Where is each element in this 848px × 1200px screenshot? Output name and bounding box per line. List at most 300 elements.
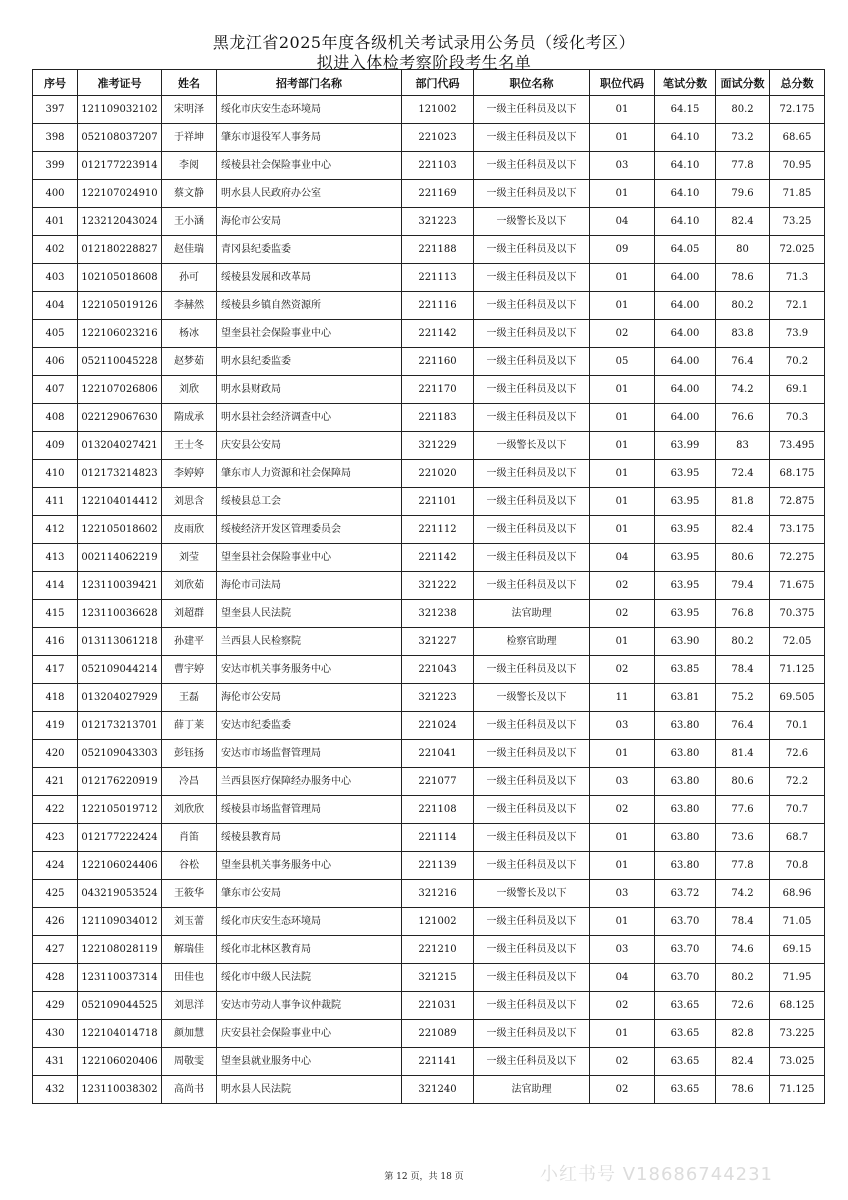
document-subtitle: 拟进入体检考察阶段考生名单 (316, 53, 532, 72)
col-position-code-cell: 04 (590, 208, 655, 236)
col-position-code-cell: 02 (590, 600, 655, 628)
col-exam-id-cell: 121109032102 (78, 96, 162, 124)
col-index-cell: 409 (33, 432, 78, 460)
col-dept-code-cell: 221142 (402, 544, 474, 572)
document-title: 黑龙江省2025年度各级机关考试录用公务员（绥化考区） (212, 33, 636, 52)
col-index-cell: 408 (33, 404, 78, 432)
col-index-cell: 432 (33, 1076, 78, 1104)
col-name-cell: 赵梦茹 (162, 348, 217, 376)
col-exam-id-cell: 122105019126 (78, 292, 162, 320)
col-exam-id-cell: 012173213701 (78, 712, 162, 740)
table-row (33, 1076, 825, 1104)
header-exam-id: 准考证号 (78, 70, 162, 96)
col-written-score-cell: 63.95 (655, 488, 716, 516)
col-dept-code-cell: 221043 (402, 656, 474, 684)
col-exam-id-cell: 122108028119 (78, 936, 162, 964)
col-department-cell: 海伦市公安局 (217, 684, 402, 712)
table-row (33, 292, 825, 320)
table-row (33, 992, 825, 1020)
col-department-cell: 安达市纪委监委 (217, 712, 402, 740)
col-dept-code-cell: 321215 (402, 964, 474, 992)
col-position-cell: 一级主任科员及以下 (474, 460, 590, 488)
col-name-cell: 解瑞佳 (162, 936, 217, 964)
col-index-cell: 416 (33, 628, 78, 656)
col-index-cell: 411 (33, 488, 78, 516)
col-exam-id-cell: 102105018608 (78, 264, 162, 292)
col-department-cell: 庆安县社会保险事业中心 (217, 1020, 402, 1048)
col-index-cell: 413 (33, 544, 78, 572)
col-total-score-cell: 72.275 (770, 544, 825, 572)
header-total-score: 总分数 (770, 70, 825, 96)
col-position-cell: 一级主任科员及以下 (474, 1048, 590, 1076)
col-name-cell: 高尚书 (162, 1076, 217, 1104)
col-total-score-cell: 71.85 (770, 180, 825, 208)
col-total-score-cell: 68.96 (770, 880, 825, 908)
col-interview-score-cell: 77.8 (716, 852, 770, 880)
col-position-code-cell: 04 (590, 544, 655, 572)
col-dept-code-cell: 221188 (402, 236, 474, 264)
col-department-cell: 绥棱县发展和改革局 (217, 264, 402, 292)
table-row (33, 320, 825, 348)
col-department-cell: 明水县财政局 (217, 376, 402, 404)
header-position: 职位名称 (474, 70, 590, 96)
col-written-score-cell: 64.00 (655, 376, 716, 404)
col-interview-score-cell: 82.8 (716, 1020, 770, 1048)
col-position-code-cell: 01 (590, 516, 655, 544)
col-total-score-cell: 72.6 (770, 740, 825, 768)
col-position-cell: 一级主任科员及以下 (474, 320, 590, 348)
col-written-score-cell: 63.70 (655, 908, 716, 936)
col-total-score-cell: 73.9 (770, 320, 825, 348)
col-position-code-cell: 03 (590, 712, 655, 740)
col-total-score-cell: 73.225 (770, 1020, 825, 1048)
col-position-code-cell: 05 (590, 348, 655, 376)
col-position-code-cell: 02 (590, 1048, 655, 1076)
col-written-score-cell: 64.05 (655, 236, 716, 264)
col-interview-score-cell: 80 (716, 236, 770, 264)
table-row (33, 460, 825, 488)
col-interview-score-cell: 78.4 (716, 656, 770, 684)
col-department-cell: 望奎县社会保险事业中心 (217, 320, 402, 348)
col-position-code-cell: 03 (590, 936, 655, 964)
col-written-score-cell: 63.85 (655, 656, 716, 684)
col-interview-score-cell: 79.4 (716, 572, 770, 600)
col-interview-score-cell: 82.4 (716, 1048, 770, 1076)
col-position-cell: 一级警长及以下 (474, 684, 590, 712)
col-dept-code-cell: 221142 (402, 320, 474, 348)
col-name-cell: 曹宇婷 (162, 656, 217, 684)
col-dept-code-cell: 321227 (402, 628, 474, 656)
col-position-cell: 一级主任科员及以下 (474, 152, 590, 180)
col-written-score-cell: 64.00 (655, 292, 716, 320)
col-index-cell: 424 (33, 852, 78, 880)
col-position-code-cell: 01 (590, 488, 655, 516)
col-department-cell: 绥化市庆安生态环境局 (217, 96, 402, 124)
col-written-score-cell: 63.70 (655, 964, 716, 992)
col-department-cell: 海伦市公安局 (217, 208, 402, 236)
col-interview-score-cell: 72.6 (716, 992, 770, 1020)
col-total-score-cell: 71.3 (770, 264, 825, 292)
col-name-cell: 田佳也 (162, 964, 217, 992)
col-interview-score-cell: 80.2 (716, 964, 770, 992)
col-written-score-cell: 63.65 (655, 1048, 716, 1076)
col-position-code-cell: 01 (590, 908, 655, 936)
table-row (33, 768, 825, 796)
col-index-cell: 423 (33, 824, 78, 852)
col-index-cell: 431 (33, 1048, 78, 1076)
col-name-cell: 杨冰 (162, 320, 217, 348)
col-dept-code-cell: 221170 (402, 376, 474, 404)
col-dept-code-cell: 221116 (402, 292, 474, 320)
col-position-code-cell: 02 (590, 656, 655, 684)
table-row (33, 516, 825, 544)
col-position-code-cell: 01 (590, 124, 655, 152)
col-name-cell: 刘思含 (162, 488, 217, 516)
col-index-cell: 403 (33, 264, 78, 292)
col-position-cell: 一级主任科员及以下 (474, 264, 590, 292)
col-exam-id-cell: 052109044525 (78, 992, 162, 1020)
col-name-cell: 王小涵 (162, 208, 217, 236)
col-position-code-cell: 01 (590, 264, 655, 292)
col-interview-score-cell: 81.4 (716, 740, 770, 768)
col-written-score-cell: 63.65 (655, 1020, 716, 1048)
col-position-cell: 一级主任科员及以下 (474, 824, 590, 852)
col-index-cell: 399 (33, 152, 78, 180)
col-name-cell: 蔡文静 (162, 180, 217, 208)
col-dept-code-cell: 221041 (402, 740, 474, 768)
col-department-cell: 绥棱经济开发区管理委员会 (217, 516, 402, 544)
col-dept-code-cell: 221169 (402, 180, 474, 208)
col-position-cell: 一级主任科员及以下 (474, 796, 590, 824)
col-department-cell: 庆安县公安局 (217, 432, 402, 460)
col-name-cell: 李阅 (162, 152, 217, 180)
col-index-cell: 410 (33, 460, 78, 488)
col-written-score-cell: 63.80 (655, 768, 716, 796)
col-position-code-cell: 03 (590, 152, 655, 180)
col-index-cell: 404 (33, 292, 78, 320)
col-name-cell: 谷松 (162, 852, 217, 880)
col-interview-score-cell: 80.6 (716, 544, 770, 572)
col-interview-score-cell: 74.2 (716, 880, 770, 908)
watermark: 小红书号 V18686744231 (540, 1164, 774, 1185)
table-row (33, 1048, 825, 1076)
col-dept-code-cell: 221183 (402, 404, 474, 432)
col-interview-score-cell: 76.6 (716, 404, 770, 432)
col-name-cell: 刘玉蕾 (162, 908, 217, 936)
col-position-code-cell: 03 (590, 768, 655, 796)
col-dept-code-cell: 321238 (402, 600, 474, 628)
col-position-code-cell: 01 (590, 628, 655, 656)
col-department-cell: 绥棱县社会保险事业中心 (217, 152, 402, 180)
col-total-score-cell: 70.7 (770, 796, 825, 824)
col-name-cell: 王磊 (162, 684, 217, 712)
col-total-score-cell: 72.05 (770, 628, 825, 656)
col-dept-code-cell: 221020 (402, 460, 474, 488)
col-department-cell: 海伦市司法局 (217, 572, 402, 600)
col-position-cell: 一级主任科员及以下 (474, 740, 590, 768)
col-index-cell: 421 (33, 768, 78, 796)
col-total-score-cell: 71.125 (770, 1076, 825, 1104)
col-written-score-cell: 63.65 (655, 992, 716, 1020)
col-total-score-cell: 73.495 (770, 432, 825, 460)
col-dept-code-cell: 221112 (402, 516, 474, 544)
col-written-score-cell: 63.80 (655, 824, 716, 852)
col-index-cell: 419 (33, 712, 78, 740)
col-dept-code-cell: 221141 (402, 1048, 474, 1076)
col-interview-score-cell: 74.6 (716, 936, 770, 964)
col-exam-id-cell: 122107024910 (78, 180, 162, 208)
col-position-code-cell: 11 (590, 684, 655, 712)
col-total-score-cell: 68.65 (770, 124, 825, 152)
col-position-cell: 一级主任科员及以下 (474, 488, 590, 516)
col-department-cell: 绥化市北林区教育局 (217, 936, 402, 964)
table-row (33, 852, 825, 880)
col-department-cell: 明水县社会经济调查中心 (217, 404, 402, 432)
col-interview-score-cell: 78.6 (716, 1076, 770, 1104)
col-exam-id-cell: 123110038302 (78, 1076, 162, 1104)
col-exam-id-cell: 012180228827 (78, 236, 162, 264)
col-department-cell: 肇东市退役军人事务局 (217, 124, 402, 152)
col-total-score-cell: 69.505 (770, 684, 825, 712)
col-name-cell: 王士冬 (162, 432, 217, 460)
table-row (33, 124, 825, 152)
table-row (33, 684, 825, 712)
col-written-score-cell: 63.72 (655, 880, 716, 908)
col-department-cell: 望奎县机关事务服务中心 (217, 852, 402, 880)
col-position-cell: 法官助理 (474, 600, 590, 628)
table-row (33, 572, 825, 600)
table-row (33, 964, 825, 992)
col-written-score-cell: 63.90 (655, 628, 716, 656)
col-interview-score-cell: 73.2 (716, 124, 770, 152)
col-index-cell: 427 (33, 936, 78, 964)
col-dept-code-cell: 321229 (402, 432, 474, 460)
col-position-cell: 检察官助理 (474, 628, 590, 656)
table-row (33, 880, 825, 908)
col-total-score-cell: 71.05 (770, 908, 825, 936)
col-name-cell: 隋成承 (162, 404, 217, 432)
col-written-score-cell: 63.65 (655, 1076, 716, 1104)
col-interview-score-cell: 80.2 (716, 96, 770, 124)
col-position-cell: 一级主任科员及以下 (474, 516, 590, 544)
col-written-score-cell: 64.15 (655, 96, 716, 124)
col-interview-score-cell: 80.6 (716, 768, 770, 796)
col-index-cell: 400 (33, 180, 78, 208)
candidate-table (32, 69, 825, 1104)
col-dept-code-cell: 321216 (402, 880, 474, 908)
col-dept-code-cell: 221210 (402, 936, 474, 964)
col-total-score-cell: 71.125 (770, 656, 825, 684)
table-row (33, 376, 825, 404)
col-exam-id-cell: 052109044214 (78, 656, 162, 684)
col-name-cell: 刘莹 (162, 544, 217, 572)
col-written-score-cell: 64.00 (655, 320, 716, 348)
col-exam-id-cell: 123110037314 (78, 964, 162, 992)
col-written-score-cell: 63.95 (655, 600, 716, 628)
col-dept-code-cell: 221024 (402, 712, 474, 740)
col-interview-score-cell: 78.6 (716, 264, 770, 292)
col-interview-score-cell: 83.8 (716, 320, 770, 348)
col-exam-id-cell: 013204027929 (78, 684, 162, 712)
col-index-cell: 415 (33, 600, 78, 628)
col-index-cell: 429 (33, 992, 78, 1020)
header-position-code: 职位代码 (590, 70, 655, 96)
col-name-cell: 赵佳瑞 (162, 236, 217, 264)
col-position-cell: 一级主任科员及以下 (474, 908, 590, 936)
col-exam-id-cell: 122107026806 (78, 376, 162, 404)
col-interview-score-cell: 80.2 (716, 628, 770, 656)
col-total-score-cell: 68.125 (770, 992, 825, 1020)
col-exam-id-cell: 123110036628 (78, 600, 162, 628)
col-position-code-cell: 01 (590, 180, 655, 208)
col-interview-score-cell: 77.6 (716, 796, 770, 824)
col-position-code-cell: 09 (590, 236, 655, 264)
col-department-cell: 兰西县人民检察院 (217, 628, 402, 656)
col-exam-id-cell: 052109043303 (78, 740, 162, 768)
col-index-cell: 402 (33, 236, 78, 264)
col-position-code-cell: 02 (590, 796, 655, 824)
col-dept-code-cell: 121002 (402, 908, 474, 936)
col-position-cell: 一级主任科员及以下 (474, 1020, 590, 1048)
table-body (33, 96, 825, 1104)
col-exam-id-cell: 052108037207 (78, 124, 162, 152)
table-header-row (33, 70, 825, 96)
col-position-cell: 一级主任科员及以下 (474, 236, 590, 264)
col-name-cell: 宋明泽 (162, 96, 217, 124)
col-interview-score-cell: 72.4 (716, 460, 770, 488)
col-written-score-cell: 64.10 (655, 208, 716, 236)
col-exam-id-cell: 122105019712 (78, 796, 162, 824)
col-position-cell: 一级警长及以下 (474, 880, 590, 908)
col-written-score-cell: 64.00 (655, 348, 716, 376)
col-index-cell: 397 (33, 96, 78, 124)
header-department: 招考部门名称 (217, 70, 402, 96)
table-row (33, 488, 825, 516)
table-row (33, 600, 825, 628)
col-exam-id-cell: 013113061218 (78, 628, 162, 656)
col-exam-id-cell: 002114062219 (78, 544, 162, 572)
table-row (33, 152, 825, 180)
col-department-cell: 望奎县社会保险事业中心 (217, 544, 402, 572)
col-interview-score-cell: 76.4 (716, 712, 770, 740)
col-department-cell: 绥化市中级人民法院 (217, 964, 402, 992)
col-position-cell: 一级主任科员及以下 (474, 964, 590, 992)
table-row (33, 348, 825, 376)
col-total-score-cell: 69.15 (770, 936, 825, 964)
col-department-cell: 绥棱县教育局 (217, 824, 402, 852)
col-interview-score-cell: 76.8 (716, 600, 770, 628)
col-total-score-cell: 70.375 (770, 600, 825, 628)
header-interview-score: 面试分数 (716, 70, 770, 96)
col-exam-id-cell: 123212043024 (78, 208, 162, 236)
col-position-code-cell: 01 (590, 740, 655, 768)
col-interview-score-cell: 82.4 (716, 208, 770, 236)
col-exam-id-cell: 123110039421 (78, 572, 162, 600)
table-row (33, 236, 825, 264)
col-dept-code-cell: 221108 (402, 796, 474, 824)
col-position-cell: 一级主任科员及以下 (474, 292, 590, 320)
col-total-score-cell: 71.675 (770, 572, 825, 600)
page-footer: 第 12 页，共 18 页 (384, 1172, 464, 1182)
col-department-cell: 明水县人民法院 (217, 1076, 402, 1104)
col-total-score-cell: 72.025 (770, 236, 825, 264)
col-written-score-cell: 63.95 (655, 516, 716, 544)
col-dept-code-cell: 221160 (402, 348, 474, 376)
col-department-cell: 望奎县就业服务中心 (217, 1048, 402, 1076)
col-total-score-cell: 71.95 (770, 964, 825, 992)
col-dept-code-cell: 221113 (402, 264, 474, 292)
col-written-score-cell: 64.00 (655, 404, 716, 432)
col-dept-code-cell: 221077 (402, 768, 474, 796)
table-row (33, 544, 825, 572)
col-position-code-cell: 03 (590, 880, 655, 908)
col-department-cell: 明水县纪委监委 (217, 348, 402, 376)
col-interview-score-cell: 75.2 (716, 684, 770, 712)
col-index-cell: 414 (33, 572, 78, 600)
table-row (33, 796, 825, 824)
col-index-cell: 426 (33, 908, 78, 936)
col-total-score-cell: 73.175 (770, 516, 825, 544)
col-written-score-cell: 63.95 (655, 460, 716, 488)
col-total-score-cell: 73.025 (770, 1048, 825, 1076)
col-position-code-cell: 02 (590, 572, 655, 600)
col-department-cell: 兰西县医疗保障经办服务中心 (217, 768, 402, 796)
col-dept-code-cell: 221139 (402, 852, 474, 880)
col-index-cell: 422 (33, 796, 78, 824)
table-row (33, 208, 825, 236)
header-written-score: 笔试分数 (655, 70, 716, 96)
col-name-cell: 于祥坤 (162, 124, 217, 152)
col-interview-score-cell: 73.6 (716, 824, 770, 852)
col-dept-code-cell: 221089 (402, 1020, 474, 1048)
col-position-code-cell: 02 (590, 992, 655, 1020)
table-row (33, 936, 825, 964)
col-dept-code-cell: 221101 (402, 488, 474, 516)
col-total-score-cell: 68.175 (770, 460, 825, 488)
col-name-cell: 刘欣欣 (162, 796, 217, 824)
col-position-cell: 一级主任科员及以下 (474, 348, 590, 376)
col-position-cell: 一级主任科员及以下 (474, 936, 590, 964)
col-total-score-cell: 69.1 (770, 376, 825, 404)
col-position-cell: 一级主任科员及以下 (474, 96, 590, 124)
col-position-code-cell: 04 (590, 964, 655, 992)
table-row (33, 740, 825, 768)
col-name-cell: 刘思洋 (162, 992, 217, 1020)
col-position-cell: 一级主任科员及以下 (474, 572, 590, 600)
col-department-cell: 安达市机关事务服务中心 (217, 656, 402, 684)
col-index-cell: 405 (33, 320, 78, 348)
col-exam-id-cell: 122106023216 (78, 320, 162, 348)
col-exam-id-cell: 122106020406 (78, 1048, 162, 1076)
col-dept-code-cell: 221031 (402, 992, 474, 1020)
col-total-score-cell: 70.2 (770, 348, 825, 376)
col-position-cell: 一级主任科员及以下 (474, 656, 590, 684)
col-position-cell: 一级主任科员及以下 (474, 180, 590, 208)
col-interview-score-cell: 78.4 (716, 908, 770, 936)
header-dept-code: 部门代码 (402, 70, 474, 96)
col-total-score-cell: 72.875 (770, 488, 825, 516)
col-name-cell: 颜加慧 (162, 1020, 217, 1048)
col-exam-id-cell: 122105018602 (78, 516, 162, 544)
col-position-cell: 一级主任科员及以下 (474, 992, 590, 1020)
col-dept-code-cell: 121002 (402, 96, 474, 124)
col-position-code-cell: 02 (590, 1076, 655, 1104)
col-index-cell: 418 (33, 684, 78, 712)
col-index-cell: 428 (33, 964, 78, 992)
col-index-cell: 406 (33, 348, 78, 376)
col-position-cell: 一级主任科员及以下 (474, 124, 590, 152)
col-department-cell: 望奎县人民法院 (217, 600, 402, 628)
